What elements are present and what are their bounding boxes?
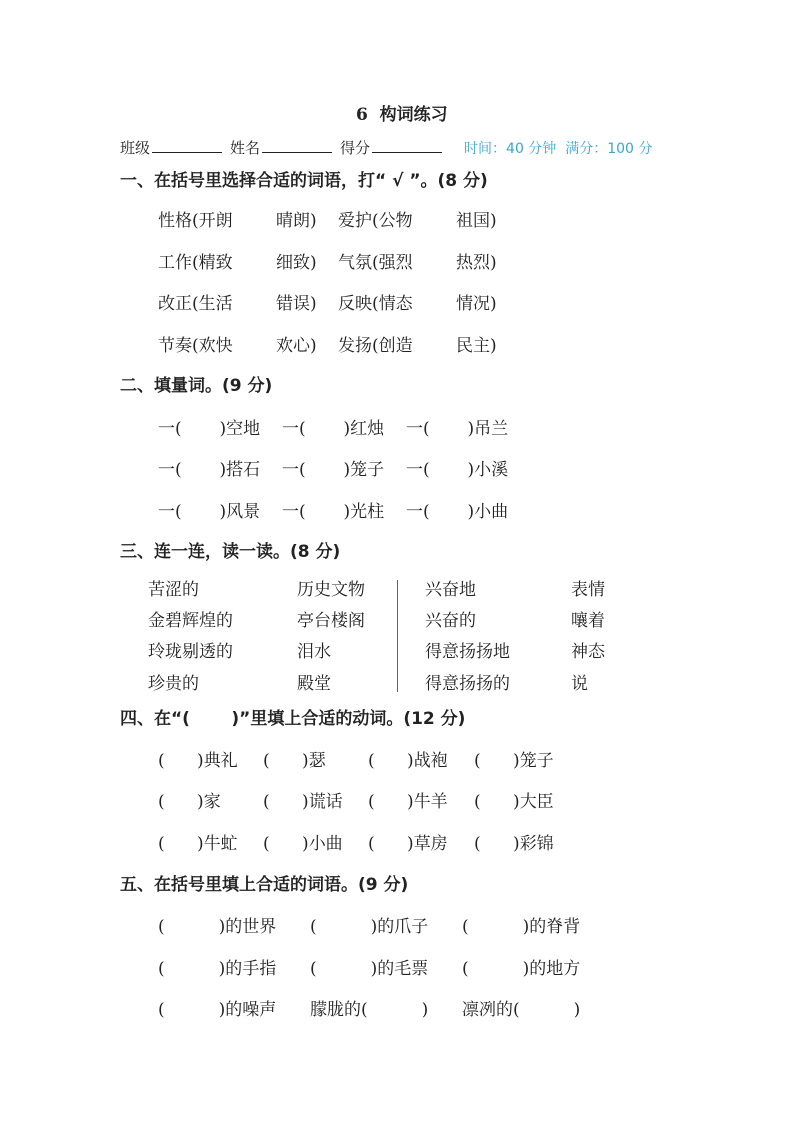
s3-item: 得意扬扬的 [425, 674, 510, 694]
page-title: 6 构词练习 [356, 105, 448, 125]
s1-row [158, 335, 503, 357]
s3-item: 得意扬扬地 [425, 642, 510, 662]
s2-heading: 二、填量词。(9 分) [120, 376, 273, 396]
s5-item: ( )的世界 [158, 917, 277, 937]
s1-item: 性格(开朗 [158, 211, 233, 231]
s1-row [158, 252, 503, 274]
s1-item: 节奏(欢快 [158, 336, 233, 356]
student-info-row [120, 137, 652, 160]
s1-row [158, 210, 503, 232]
s3-item: 神态 [571, 642, 605, 662]
name-label: 姓名 [230, 139, 261, 157]
column-divider [397, 580, 398, 692]
time-info: 时间：40 分钟 满分：100 分 [464, 141, 653, 157]
s3-row [148, 579, 611, 601]
s4-heading: 四、在“( )”里填上合适的动词。(12 分) [120, 709, 466, 729]
s5-item: 朦胧的( ) [310, 1000, 429, 1020]
s5-item: ( )的手指 [158, 959, 277, 979]
name-field[interactable] [262, 138, 332, 153]
s5-row [158, 958, 586, 980]
s5-item: ( )的噪声 [158, 1000, 277, 1020]
s2-row [158, 459, 514, 481]
s3-heading: 三、连一连，读一读。(8 分) [120, 542, 341, 562]
s1-item: 气氛(强烈 [338, 253, 413, 273]
s5-row [158, 999, 586, 1021]
s3-item: 兴奋的 [425, 611, 476, 631]
s1-item: 反映(情态 [338, 294, 413, 314]
s1-item: 祖国) [456, 211, 497, 231]
s4-item: ( )彩锦 [474, 834, 554, 854]
score-label: 得分 [340, 139, 371, 157]
s2-item: 一( )小溪 [406, 460, 509, 480]
s2-item: 一( )红烛 [282, 419, 385, 439]
s1-item: 晴朗) [276, 211, 317, 231]
s3-row [148, 610, 611, 632]
class-label: 班级 [120, 139, 151, 157]
s4-row [158, 791, 560, 813]
s5-item: ( )的爪子 [310, 917, 429, 937]
s1-heading: 一、在括号里选择合适的词语，打“ √ ”。(8 分) [120, 171, 488, 191]
s2-item: 一( )吊兰 [406, 419, 509, 439]
s2-item: 一( )空地 [158, 419, 261, 439]
s3-item: 玲珑剔透的 [148, 642, 233, 662]
s4-row [158, 750, 560, 772]
s4-item: ( )牛羊 [368, 792, 448, 812]
s3-item: 表情 [571, 580, 605, 600]
s3-item: 嚷着 [571, 611, 605, 631]
s4-item: ( )典礼 [158, 751, 238, 771]
s4-item: ( )战袍 [368, 751, 448, 771]
s1-item: 热烈) [456, 253, 497, 273]
s1-item: 改正(生活 [158, 294, 233, 314]
s4-item: ( )小曲 [263, 834, 343, 854]
s2-row [158, 501, 514, 523]
s3-item: 历史文物 [297, 580, 365, 600]
s2-row [158, 418, 514, 440]
s1-item: 民主) [456, 336, 497, 356]
s1-item: 爱护(公物 [338, 211, 413, 231]
s2-item: 一( )小曲 [406, 502, 509, 522]
s2-item: 一( )搭石 [158, 460, 261, 480]
s1-item: 发扬(创造 [338, 336, 413, 356]
s1-item: 工作(精致 [158, 253, 233, 273]
s5-item: ( )的毛票 [310, 959, 429, 979]
s2-item: 一( )光柱 [282, 502, 385, 522]
s5-item: ( )的地方 [462, 959, 581, 979]
s1-item: 情况) [456, 294, 497, 314]
s3-item: 苦涩的 [148, 580, 199, 600]
s2-item: 一( )笼子 [282, 460, 385, 480]
s3-item: 说 [571, 674, 588, 694]
s1-item: 细致) [276, 253, 317, 273]
s3-item: 金碧辉煌的 [148, 611, 233, 631]
s3-row [148, 673, 594, 695]
s4-item: ( )家 [158, 792, 221, 812]
s4-item: ( )大臣 [474, 792, 554, 812]
s5-item: ( )的脊背 [462, 917, 581, 937]
s4-item: ( )瑟 [263, 751, 326, 771]
s3-item: 殿堂 [297, 674, 331, 694]
s3-item: 亭台楼阁 [297, 611, 365, 631]
s2-item: 一( )风景 [158, 502, 261, 522]
s4-item: ( )牛虻 [158, 834, 238, 854]
s3-item: 泪水 [297, 642, 331, 662]
s3-item: 珍贵的 [148, 674, 199, 694]
class-field[interactable] [152, 138, 222, 153]
s5-row [158, 916, 586, 938]
s4-item: ( )草房 [368, 834, 448, 854]
s4-row [158, 833, 560, 855]
s4-item: ( )笼子 [474, 751, 554, 771]
s1-item: 欢心) [276, 336, 317, 356]
s3-row [148, 641, 611, 663]
s3-item: 兴奋地 [425, 580, 476, 600]
s5-item: 凛冽的( ) [462, 1000, 581, 1020]
s1-item: 错误) [276, 294, 317, 314]
s4-item: ( )谎话 [263, 792, 343, 812]
s5-heading: 五、在括号里填上合适的词语。(9 分) [120, 875, 409, 895]
score-field[interactable] [372, 138, 442, 153]
s1-row [158, 293, 503, 315]
